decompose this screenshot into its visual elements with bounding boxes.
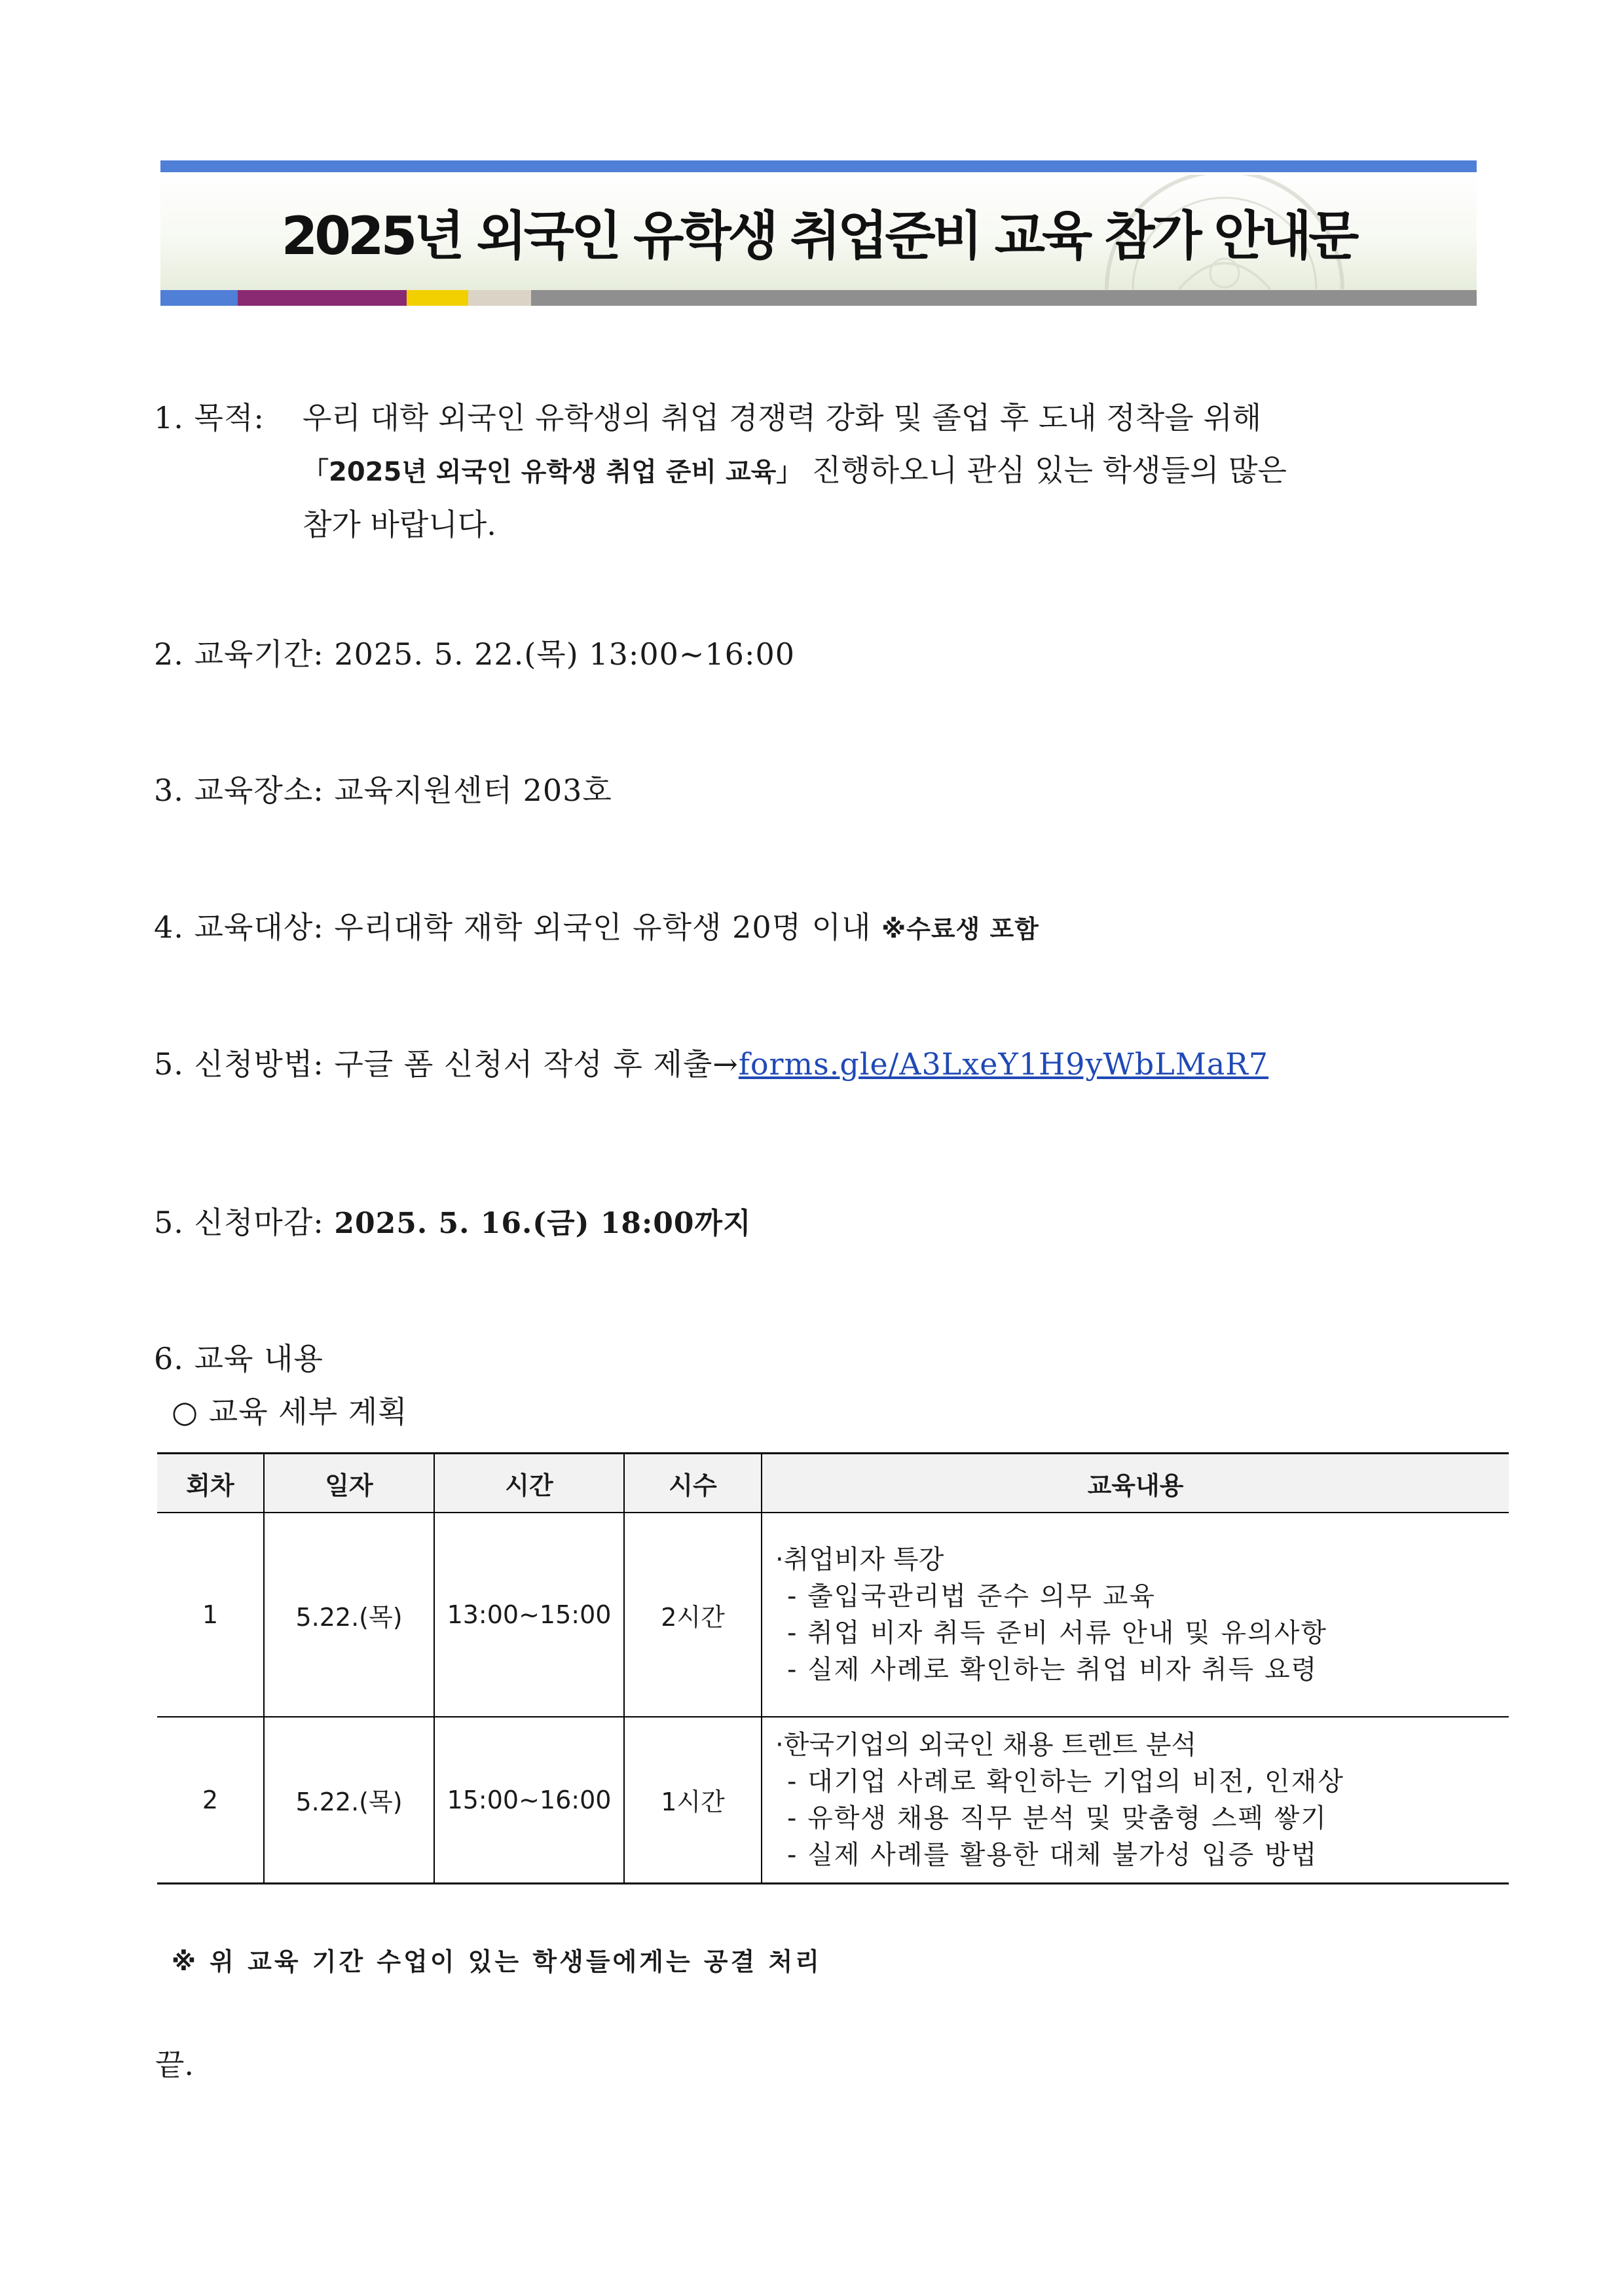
word: 위해 [1203,400,1262,435]
content-bullet: - 취업 비자 취득 준비 서류 안내 및 유의사항 [787,1618,1328,1648]
stripe-segment [468,290,531,306]
cell-round: 2 [157,1717,264,1883]
purpose-line-3: 참가 바랍니다. [303,507,496,542]
word: 후 [999,400,1029,435]
cell-hours: 2시간 [624,1513,762,1717]
content-bullet: - 실제 사례를 활용한 대체 불가성 입증 방법 [787,1839,1318,1870]
content-heading: 6. 교육 내용 [154,1341,323,1376]
apply-text: 5. 신청방법: 구글 폼 신청서 작성 후 제출→ [154,1046,739,1082]
purpose-text [303,392,1462,551]
content-bullet: - 대기업 사례로 확인하는 기업의 비전, 인재상 [787,1766,1344,1797]
header-content: 교육내용 [762,1454,1509,1513]
word: 경쟁력 [728,400,817,435]
end-mark: 끝. [155,2047,194,2082]
content-bullet: - 출입국관리법 준수 의무 교육 [787,1581,1156,1611]
stripe-segment [238,290,407,306]
header-date: 일자 [264,1454,434,1513]
cell-time: 15:00~16:00 [434,1717,624,1883]
word: 외국인 [438,400,526,435]
cell-hours: 1시간 [624,1717,762,1883]
purpose-line-2 [303,444,1462,498]
content-subheading: ○ 교육 세부 계획 [172,1394,408,1429]
education-period: 2. 교육기간: 2025. 5. 22.(목) 13:00~16:00 [154,636,795,672]
cell-time: 13:00~15:00 [434,1513,624,1717]
header-hours: 시수 [624,1454,762,1513]
purpose-line-1 [303,392,1462,444]
word: 강화 [825,400,884,435]
content-topic: ·한국기업의 외국인 채용 트렌트 분석 [775,1729,1197,1760]
banner-top-stripe [160,160,1477,172]
education-location: 3. 교육장소: 교육지원센터 203호 [154,773,612,808]
word: 정착을 [1106,400,1194,435]
stripe-segment [160,290,238,306]
program-name: 「2025년 외국인 유학생 취업 준비 교육」 [303,457,803,487]
table-header-row [157,1454,1509,1513]
word: 취업 [661,400,720,435]
education-plan-table [157,1452,1509,1884]
word: 우리 [303,400,361,435]
stripe-segment [531,290,1477,306]
word: 진행하오니 [811,452,958,488]
word: 졸업 [932,400,991,435]
content-bullet: - 실제 사례로 확인하는 취업 비자 취득 요령 [787,1655,1318,1685]
word: 및 [893,400,923,435]
word: 대학 [370,400,429,435]
word: 유학생의 [534,400,652,435]
cell-date: 5.22.(목) [264,1513,434,1717]
word: 도내 [1038,400,1097,435]
cell-content [762,1717,1509,1883]
table-row [157,1513,1509,1717]
word: 많은 [1228,452,1287,488]
banner-color-stripe [160,290,1477,306]
header-time: 시간 [434,1454,624,1513]
header-round: 회차 [157,1454,264,1513]
stripe-segment [407,290,468,306]
content-topic: ·취업비자 특강 [775,1545,944,1575]
target-note: ※수료생 포함 [881,915,1039,944]
education-target [154,906,1039,951]
table-row [157,1717,1509,1883]
word: 관심 [967,452,1025,488]
google-form-link[interactable]: forms.gle/A3LxeY1H9yWbLMaR7 [738,1046,1269,1082]
application-method [154,1042,1268,1086]
page-title: 2025년 외국인 유학생 취업준비 교육 참가 안내문 [281,205,1356,266]
deadline-label: 5. 신청마감: [154,1205,324,1240]
excused-absence-note: ※ 위 교육 기간 수업이 있는 학생들에게는 공결 처리 [172,1947,822,1976]
target-text: 4. 교육대상: 우리대학 재학 외국인 유학생 20명 이내 [154,909,872,945]
deadline-value: 2025. 5. 16.(금) 18:00까지 [334,1207,752,1240]
application-deadline [154,1201,751,1245]
purpose-label: 1. 목적: [154,400,265,435]
title-banner [160,160,1477,308]
cell-round: 1 [157,1513,264,1717]
cell-date: 5.22.(목) [264,1717,434,1883]
cell-content [762,1513,1509,1717]
word: 있는 [1035,452,1094,488]
content-bullet: - 유학생 채용 직무 분석 및 맞춤형 스펙 쌓기 [787,1803,1328,1833]
word: 학생들의 [1102,452,1219,488]
